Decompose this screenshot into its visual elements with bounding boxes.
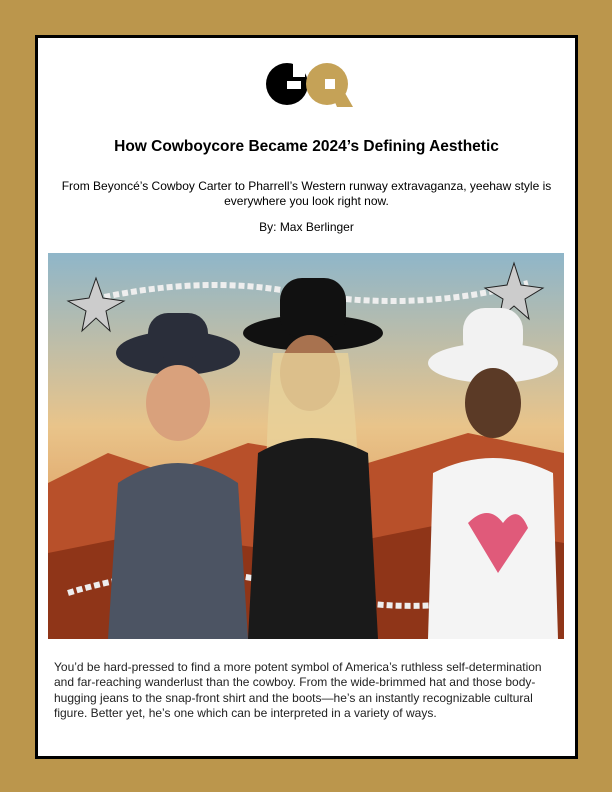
article-byline: By: Max Berlinger [259,220,354,234]
article-page [35,35,578,759]
article-subtitle: From Beyoncé’s Cowboy Carter to Pharrell’s Western runway extravaganza, yeehaw style is everywhere you look right now. [61,179,552,208]
article-title: How Cowboycore Became 2024’s Defining Aesthetic [114,138,499,155]
article-body: You’d be hard-pressed to find a more potent symbol of America’s ruthless self-determination and far-reaching wanderlust than the cowboy. From the wide-brimmed hat and those body-hugging jeans to the snap-front shirt and the boots—he’s an instantly recognizable cultural figure. Better yet, he’s one which can be interpreted in a variety of ways. [54,660,542,720]
gq-logo [265,59,355,109]
hero-image [48,253,564,639]
